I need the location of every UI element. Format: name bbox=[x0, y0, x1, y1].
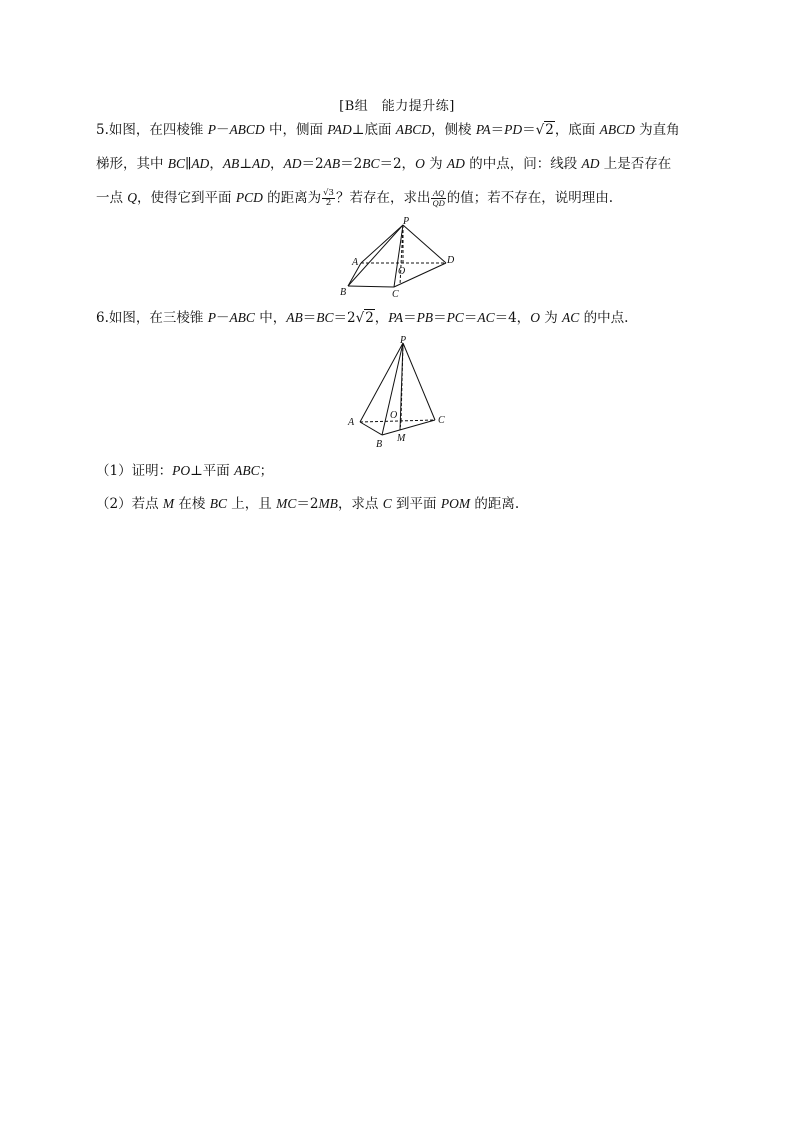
label-b: B bbox=[340, 287, 347, 298]
fraction-aq-over-qd: $\frac{AQ}{QD}$ bbox=[432, 188, 445, 208]
pyramid-figure-pabcd bbox=[330, 215, 470, 300]
label-c-2: C bbox=[438, 415, 445, 426]
label-d: D bbox=[447, 255, 455, 266]
sqrt-2-b: √2 bbox=[355, 310, 374, 326]
pyramid-figure-pabc bbox=[340, 335, 455, 453]
problem-6-question-2: （2）若点 M 在棱 BC 上，且 MC＝2MB，求点 C 到平面 POM 的距离. bbox=[96, 496, 520, 512]
section-title: [B组 能力提升练] bbox=[339, 99, 455, 114]
problem-5-line-2: 梯形，其中 BC∥AD，AB⊥AD，AD＝2AB＝2BC＝2，O 为 AD 的中点，问：线段 AD 上是否存在 bbox=[96, 156, 672, 172]
label-o-2: O bbox=[390, 410, 398, 421]
problem-6-question-1: （1）证明：PO⊥平面 ABC； bbox=[96, 463, 274, 479]
label-o: O bbox=[398, 266, 406, 277]
label-a-2: A bbox=[348, 417, 355, 428]
fraction-sqrt3-over-2: $\frac{√3}{2}$ bbox=[323, 188, 334, 208]
problem-6-line-1: 6.如图，在三棱锥 P－ABC 中，AB＝BC＝2√2，PA＝PB＝PC＝AC＝4，O 为 AC 的中点. bbox=[96, 310, 629, 326]
problem-5-line-3: 一点 Q，使得它到平面 PCD 的距离为 $\frac{√3}{2}$ ？若存在，求出 $\frac{AQ}{QD}$ 的值；若不存在，说明理由. bbox=[96, 188, 614, 208]
label-m: M bbox=[397, 433, 406, 444]
label-p: P bbox=[403, 216, 410, 227]
label-p-2: P bbox=[400, 335, 407, 346]
problem-5-line-1: 5.如图，在四棱锥 P－ABCD 中，侧面 PAD⊥底面 ABCD，侧棱 PA＝PD＝√2，底面 ABCD 为直角 bbox=[96, 122, 680, 138]
label-a: A bbox=[352, 257, 359, 268]
sqrt-2: √2 bbox=[535, 122, 554, 138]
label-c: C bbox=[392, 289, 399, 300]
label-b-2: B bbox=[376, 439, 383, 450]
